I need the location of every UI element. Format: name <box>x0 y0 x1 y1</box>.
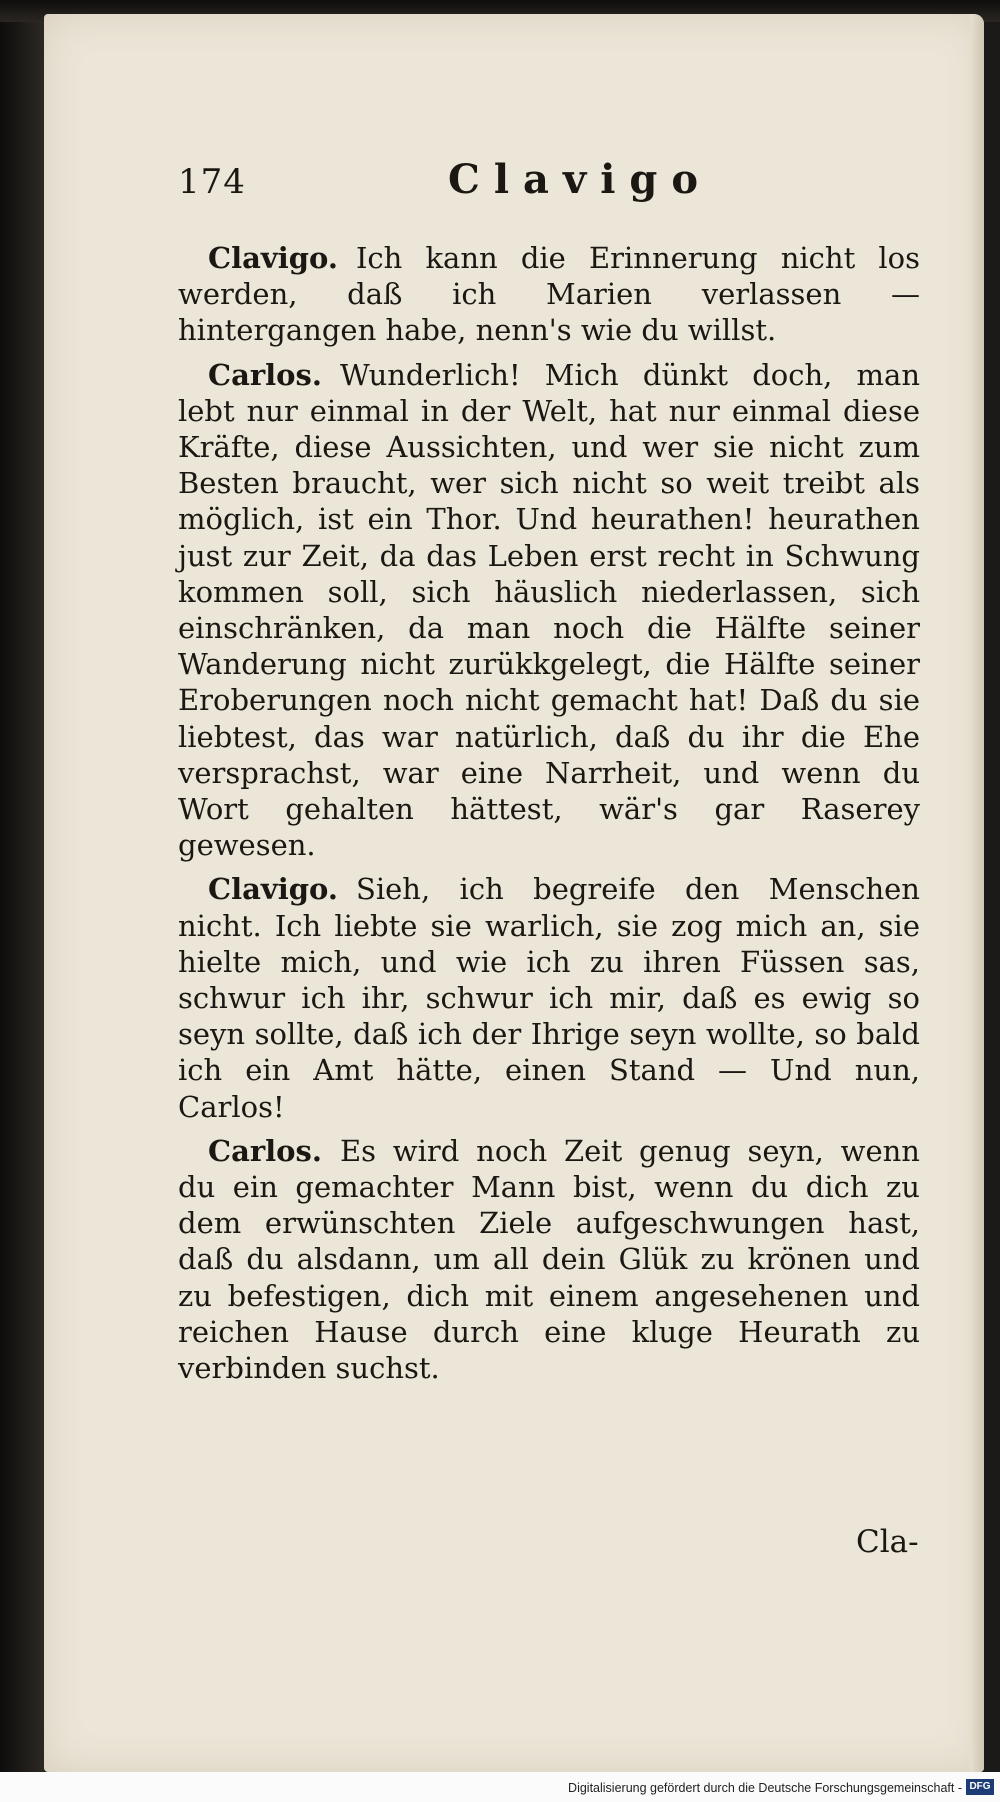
digitization-credit: Digitalisierung gefördert durch die Deutsche Forschungsgemeinschaft - <box>568 1781 962 1795</box>
running-title: Clavigo <box>448 156 713 203</box>
dialogue-line: Es wird noch Zeit genug seyn, wenn du ein gemachter Mann bist, wenn du dich zu dem erwünschten Ziele aufgeschwungen hast, daß du alsdann, um all dein Glük zu krönen und zu befestigen, dich mit einem angesehenen und reichen Hause durch eine kluge Heurath zu verbinden suchst. <box>178 1133 920 1386</box>
speaker-name: Carlos. <box>208 1133 322 1168</box>
dialogue-line: Wunderlich! Mich dünkt doch, man lebt nur einmal in der Welt, hat nur einmal diese Kräfte, diese Aussichten, und wer sie nicht zum Besten braucht, wer sich nicht so weit treibt als möglich, ist ein Thor. Und heurathen! heurathen just zur Zeit, da das Leben erst recht in Schwung kommen soll, sich häuslich niederlassen, sich einschränken, da man noch die Hälfte seiner Wanderung nicht zurükkgelegt, die Hälfte seiner Eroberungen noch nicht gemacht hat! Daß du sie liebtest, das war natürlich, daß du ihr die Ehe versprachst, war eine Narrheit, und wenn du Wort gehalten hättest, wär's gar Raserey gewesen. <box>178 357 920 863</box>
dialogue-paragraph <box>178 871 920 1124</box>
dialogue-line: Ich kann die Erinnerung nicht los werden, daß ich Marien verlassen — hintergangen habe, nenn's wie du willst. <box>178 241 920 348</box>
dialogue-line: Sieh, ich begreife den Menschen nicht. Ich liebte sie warlich, sie zog mich an, sie hielte mich, und wie ich zu ihren Füssen sas, schwur ich ihr, schwur ich mir, daß es ewig so seyn sollte, daß ich der Ihrige seyn wollte, so bald ich ein Amt hätte, einen Stand — Und nun, Carlos! <box>178 872 920 1124</box>
dialogue-text <box>178 240 920 1394</box>
speaker-name: Clavigo. <box>208 872 338 907</box>
page-edge <box>970 14 984 1772</box>
dfg-logo-icon: DFG <box>966 1779 994 1795</box>
page-number: 174 <box>178 162 246 202</box>
scan-background-left <box>0 0 44 1802</box>
page-header <box>178 152 778 212</box>
dialogue-paragraph <box>178 1133 920 1386</box>
dialogue-paragraph <box>178 240 920 349</box>
catchword: Cla- <box>856 1524 919 1560</box>
dialogue-paragraph <box>178 357 920 864</box>
speaker-name: Carlos. <box>208 357 322 392</box>
speaker-name: Clavigo. <box>208 241 338 275</box>
